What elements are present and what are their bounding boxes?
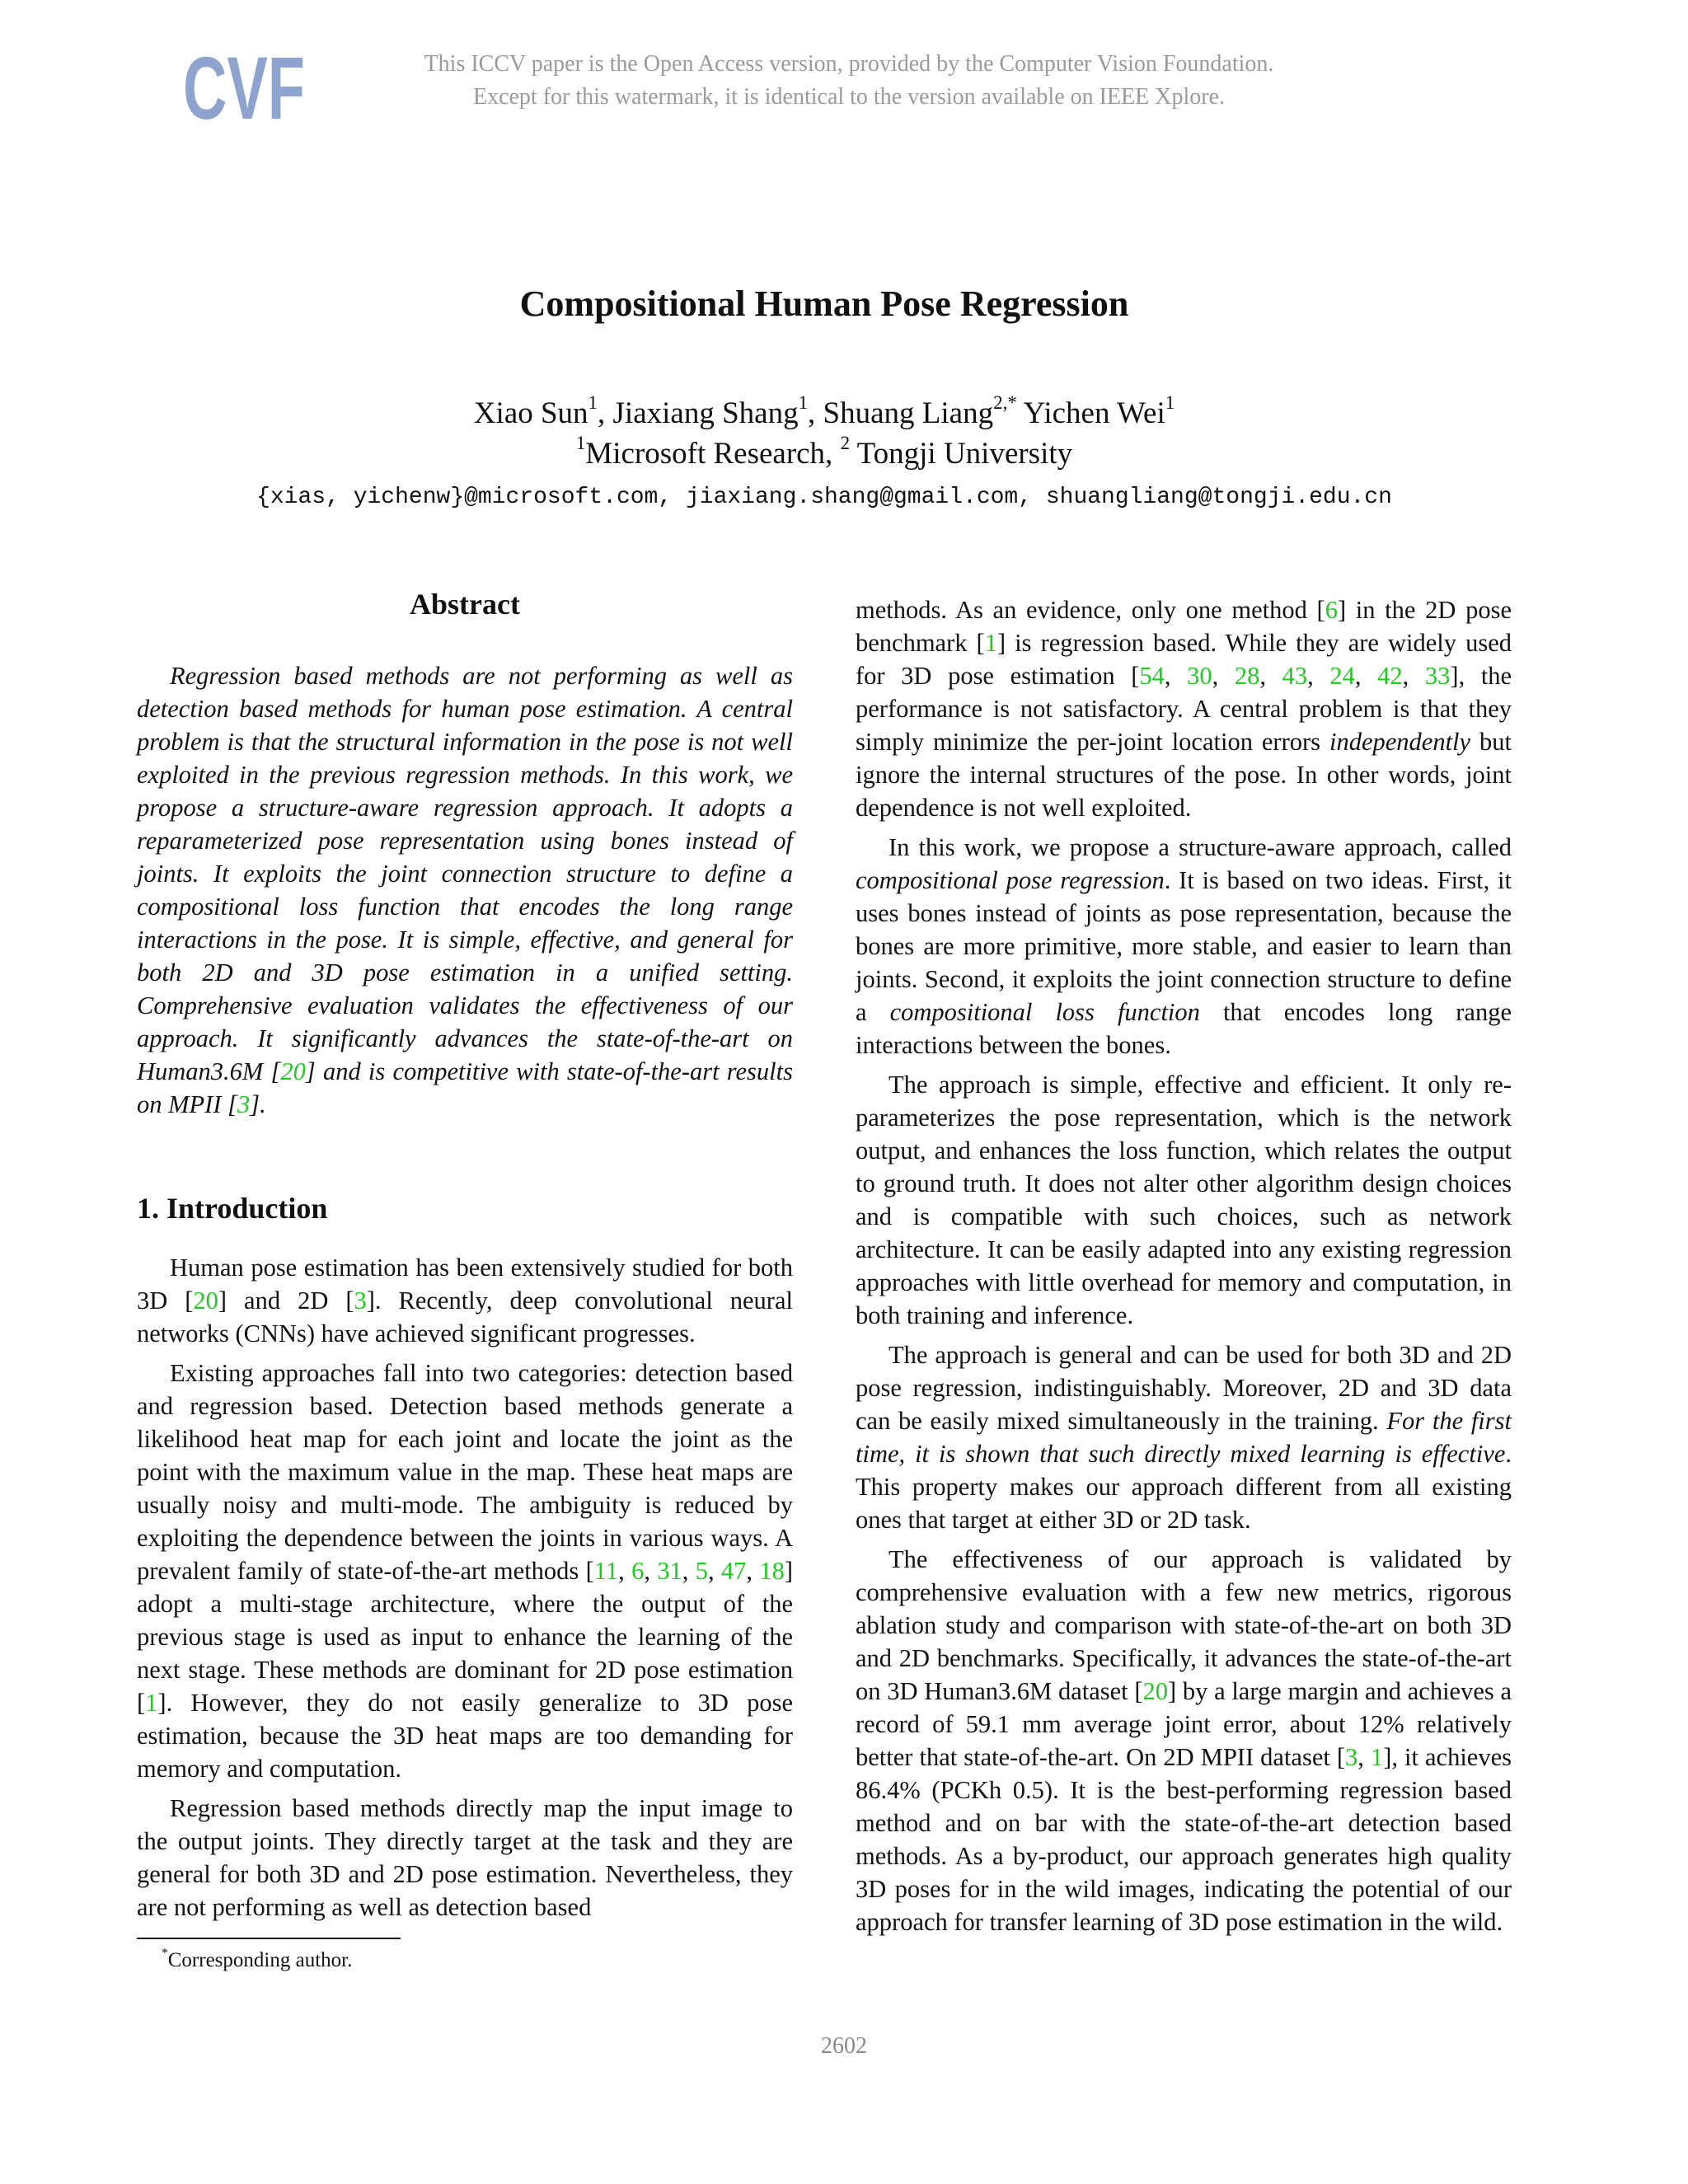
intro-right-column — [856, 593, 1512, 1938]
citation-link[interactable]: 6 — [631, 1557, 645, 1585]
text-run: The approach is general and can be used for both 3D and 2D pose regression, indistinguishably. Moreover, 2D and 3D data can be easily mixed simultaneously in the training. — [856, 1341, 1512, 1435]
cvf-logo — [183, 38, 307, 138]
text-run: The approach is simple, effective and efficient. It only re-parameterizes the pose representation, which is the network output, and enhances the loss function, which relates the output to ground truth. It does not alter other algorithm design choices and is compatible with such choices, such as network architecture. It can be easily adapted into any existing regression approaches with little overhead for memory and computation, in both training and inference. — [856, 1071, 1512, 1329]
citation-link[interactable]: 3 — [237, 1090, 251, 1118]
abstract-body — [137, 659, 793, 1121]
author-sep: , — [808, 396, 823, 430]
citation-link[interactable]: 28 — [1234, 662, 1260, 690]
text-run: methods. As an evidence, only one method [ — [856, 596, 1325, 624]
paragraph — [856, 831, 1512, 1062]
text-run: , — [1402, 662, 1425, 690]
text-run: , — [618, 1557, 632, 1585]
text-run: , — [1307, 662, 1330, 690]
paragraph — [856, 1338, 1512, 1536]
text-run: ]. However, they do not easily generalize to 3D pose estimation, because the 3D heat maps are too demanding for memory and computation. — [137, 1689, 793, 1783]
citation-link[interactable]: 33 — [1424, 662, 1451, 690]
page-number: 2602 — [821, 2033, 867, 2059]
author-sep — [1017, 396, 1024, 430]
text-run: , — [707, 1557, 721, 1585]
citation-link[interactable]: 5 — [695, 1557, 708, 1585]
text-run: , — [1357, 1743, 1371, 1771]
affiliations — [0, 434, 1648, 474]
footnote-mark: * — [162, 1946, 168, 1961]
text-run: ] is regression based. While they are widely used for 3D pose estimation [ — [856, 629, 1512, 690]
text-run: but ignore the internal structures of the pose. In other words, joint dependence is not well exploited. — [856, 728, 1512, 822]
citation-link[interactable]: 18 — [759, 1557, 785, 1585]
author-sep: , — [598, 396, 613, 430]
intro-left-column — [137, 1251, 793, 1924]
author-sup: 2,* — [993, 391, 1017, 413]
author-sup: 1 — [588, 391, 598, 413]
affiliation-2: Tongji University — [850, 437, 1073, 471]
abstract-text-part: ]. — [250, 1090, 266, 1118]
author-list — [0, 391, 1648, 434]
citation-link[interactable]: 54 — [1139, 662, 1165, 690]
text-run: ] in the 2D pose benchmark [ — [856, 596, 1512, 657]
author-sup: 1 — [1165, 391, 1175, 413]
author-sup: 1 — [798, 391, 809, 413]
text-run: , — [1212, 662, 1235, 690]
citation-link[interactable]: 6 — [1325, 596, 1338, 624]
citation-link[interactable]: 24 — [1329, 662, 1355, 690]
text-run: , — [1259, 662, 1282, 690]
text-run: ] and 2D [ — [218, 1286, 354, 1315]
text-run: Existing approaches fall into two categories: detection based and regression based. Detection based methods generate a likelihood heat map for each joint and locate the joint as the point with the maximum value in the map. These heat maps are usually noisy and multi-mode. The ambiguity is reduced by exploiting the dependence between the joints in various ways. A prevalent family of state-of-the-art methods [ — [137, 1359, 793, 1585]
author-name: Xiao Sun — [473, 396, 588, 430]
citation-link[interactable]: 43 — [1282, 662, 1308, 690]
citation-link[interactable]: 1 — [145, 1689, 158, 1717]
text-run: , — [1164, 662, 1188, 690]
paragraph — [856, 1543, 1512, 1938]
abstract-text — [137, 659, 793, 1121]
citation-link[interactable]: 20 — [280, 1057, 306, 1085]
cvf-logo-text: CVF — [183, 38, 305, 138]
citation-link[interactable]: 30 — [1187, 662, 1212, 690]
footnote-text: Corresponding author. — [167, 1949, 353, 1971]
paragraph — [856, 1068, 1512, 1332]
watermark-line-1: This ICCV paper is the Open Access version, provided by the Computer Vision Foundation. — [424, 51, 1274, 77]
text-run: ] by a large margin and achieves a record of 59.1 mm average joint error, about 12% relatively better that state-of-the-art. On 2D MPII dataset [ — [856, 1677, 1512, 1771]
abstract-text-part: Regression based methods are not performing as well as detection based methods for human pose estimation. A central problem is that the structural information in the pose is not well exploited in the previous regression methods. In this work, we propose a structure-aware regression approach. It adopts a reparameterized pose representation using bones instead of joints. It exploits the joint connection structure to define a compositional loss function that encodes the long range interactions in the pose. It is simple, effective, and general for both 2D and 3D pose estimation in a unified setting. Comprehensive evaluation validates the effectiveness of our approach. It significantly advances the state-of-the-art on Human3.6M [ — [137, 662, 793, 1085]
emphasis: For the first time, it is shown that such directly mixed learning is effective — [856, 1407, 1512, 1468]
text-run: ], the performance is not satisfactory. A central problem is that they simply minimize the per-joint location errors — [856, 662, 1512, 756]
citation-link[interactable]: 47 — [720, 1557, 747, 1585]
text-run: ], it achieves 86.4% (PCKh 0.5). It is the best-performing regression based method and on bar with the state-of-the-art detection based methods. As a by-product, our approach generates high quality 3D poses for in the wild images, indicating the potential of our approach for transfer learning of 3D pose estimation in the wild. — [856, 1743, 1512, 1936]
citation-link[interactable]: 11 — [593, 1557, 619, 1585]
paragraph — [856, 593, 1512, 824]
text-run: that encodes long range interactions between the bones. — [856, 998, 1512, 1059]
section-heading-introduction: 1. Introduction — [137, 1192, 328, 1225]
citation-link[interactable]: 31 — [657, 1557, 682, 1585]
citation-link[interactable]: 3 — [354, 1286, 367, 1315]
text-run: . This property makes our approach different from all existing ones that target at either 3D or 2D task. — [856, 1440, 1512, 1534]
citation-link[interactable]: 1 — [1370, 1743, 1384, 1771]
citation-link[interactable]: 42 — [1377, 662, 1403, 690]
abstract-heading: Abstract — [410, 588, 520, 621]
text-run: , — [682, 1557, 696, 1585]
footnote — [162, 1948, 352, 1973]
footnote-divider — [137, 1938, 401, 1939]
text-run: In this work, we propose a structure-aware approach, called — [889, 833, 1512, 861]
emphasis: independently — [1329, 728, 1471, 756]
text-run: , — [1354, 662, 1378, 690]
author-name: Jiaxiang Shang — [612, 396, 799, 430]
emphasis: compositional loss function — [889, 998, 1200, 1026]
emphasis: compositional pose regression — [856, 866, 1165, 894]
paper-title: Compositional Human Pose Regression — [519, 284, 1129, 324]
author-name: Yichen Wei — [1023, 396, 1165, 430]
text-run: Human pose estimation has been extensively studied for both 3D [ — [137, 1254, 793, 1315]
text-run: ]. Recently, deep convolutional neural networks (CNNs) have achieved significant progresses. — [137, 1286, 793, 1347]
paragraph — [137, 1792, 793, 1924]
text-run: , — [746, 1557, 760, 1585]
citation-link[interactable]: 20 — [193, 1286, 218, 1315]
text-run: , — [644, 1557, 658, 1585]
citation-link[interactable]: 3 — [1345, 1743, 1358, 1771]
abstract-text-part: ] and is competitive with state-of-the-art results on MPII [ — [137, 1057, 793, 1118]
text-run: ] adopt a multi-stage architecture, where the output of the previous stage is used as input to enhance the learning of the next stage. These methods are dominant for 2D pose estimation [ — [137, 1557, 793, 1717]
paragraph — [137, 1251, 793, 1350]
affiliation-1: Microsoft Research, — [585, 437, 841, 471]
affiliation-sup: 1 — [575, 432, 586, 453]
author-emails: {xias, yichenw}@microsoft.com, jiaxiang.shang@gmail.com, shuangliang@tongji.edu.cn — [256, 485, 1392, 510]
watermark-line-2: Except for this watermark, it is identical to the version available on IEEE Xplore. — [472, 84, 1226, 110]
text-run: . It is based on two ideas. First, it uses bones instead of joints as pose representation, because the bones are more primitive, more stable, and easier to learn than joints. Second, it exploits the joint connection structure to define a — [856, 866, 1512, 1026]
author-name: Shuang Liang — [823, 396, 994, 430]
watermark-notice — [313, 48, 1385, 114]
text-run: Regression based methods directly map the input image to the output joints. They directly target at the task and they are general for both 3D and 2D pose estimation. Nevertheless, they are not performing as well as detection based — [137, 1794, 793, 1921]
text-run: The effectiveness of our approach is validated by comprehensive evaluation with a few new metrics, rigorous ablation study and comparison with state-of-the-art on both 3D and 2D benchmarks. Specifically, it advances the state-of-the-art on 3D Human3.6M dataset [ — [856, 1545, 1512, 1705]
paragraph — [137, 1357, 793, 1785]
citation-link[interactable]: 20 — [1142, 1677, 1168, 1705]
affiliation-sup: 2 — [840, 432, 851, 453]
citation-link[interactable]: 1 — [984, 629, 997, 657]
